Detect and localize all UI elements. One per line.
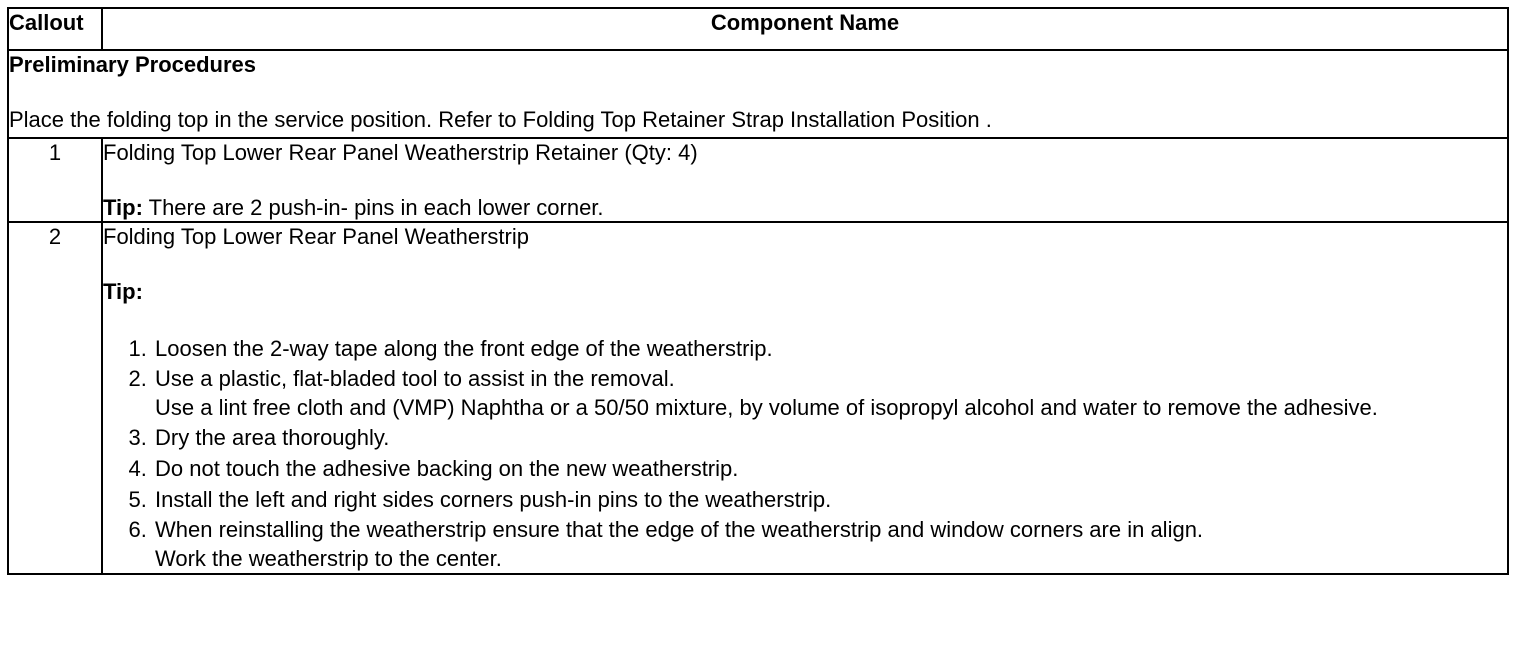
list-item (153, 515, 1507, 573)
step-text: When reinstalling the weatherstrip ensure that the edge of the weatherstrip and window corners are in align. (155, 517, 1204, 542)
component-name-header: Component Name (102, 8, 1508, 50)
component-cell (102, 222, 1508, 574)
step-text: Loosen the 2-way tape along the front edge of the weatherstrip. (155, 336, 773, 361)
step-text: Dry the area thoroughly. (155, 425, 390, 450)
preliminary-cell (8, 50, 1508, 138)
component-cell (102, 138, 1508, 222)
header-row (8, 8, 1508, 50)
list-item (153, 364, 1507, 422)
list-item (153, 453, 1507, 484)
step-text: Do not touch the adhesive backing on the new weatherstrip. (155, 456, 739, 481)
document-page (7, 7, 1507, 575)
list-item (153, 422, 1507, 453)
procedure-table (7, 7, 1509, 575)
list-item (153, 333, 1507, 364)
tip-steps-list (103, 333, 1507, 573)
callout-number: 1 (8, 138, 102, 222)
component-name: Folding Top Lower Rear Panel Weatherstrip (103, 224, 529, 249)
tip-text: There are 2 push-in- pins in each lower corner. (142, 195, 604, 220)
step-text: Use a plastic, flat-bladed tool to assist in the removal. (155, 366, 675, 391)
preliminary-row (8, 50, 1508, 138)
step-subtext: Use a lint free cloth and (VMP) Naphtha or a 50/50 mixture, by volume of isopropyl alcohol and water to remove the adhesive. (155, 395, 1378, 420)
tip-label: Tip: (103, 195, 143, 220)
tip-label: Tip: (103, 279, 143, 304)
component-name: Folding Top Lower Rear Panel Weatherstrip Retainer (Qty: 4) (103, 140, 698, 165)
preliminary-title: Preliminary Procedures (9, 52, 257, 77)
table-row (8, 222, 1508, 574)
preliminary-text: Place the folding top in the service position. Refer to Folding Top Retainer Strap Installation Position . (9, 107, 992, 132)
callout-header: Callout (8, 8, 102, 50)
tip-line (103, 194, 1507, 221)
step-text: Install the left and right sides corners push-in pins to the weatherstrip. (155, 487, 832, 512)
callout-number: 2 (8, 222, 102, 574)
table-row (8, 138, 1508, 222)
list-item (153, 484, 1507, 515)
step-subtext: Work the weatherstrip to the center. (155, 546, 502, 571)
